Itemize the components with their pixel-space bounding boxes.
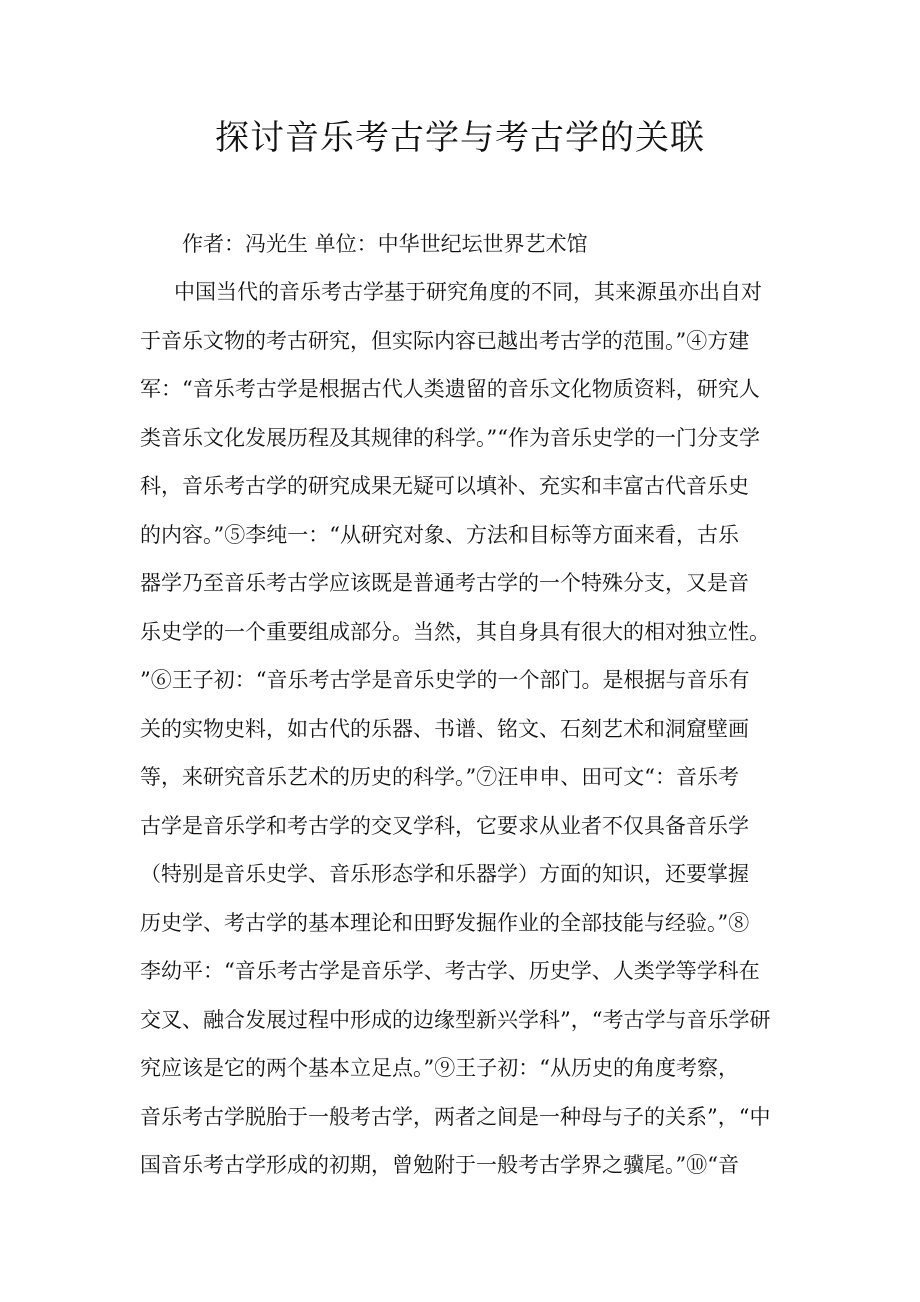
text-line: 古学是音乐学和考古学的交叉学科，它要求从业者不仅具备音乐学 <box>140 813 749 838</box>
text-line: 李幼平：“音乐考古学是音乐学、考古学、历史学、人类学等学科在 <box>140 959 760 983</box>
text-line: 等，来研究音乐艺术的历史的科学。”⑦汪申申、田可文“：音乐考 <box>140 765 739 789</box>
text-line: 乐史学的一个重要组成部分。当然，其自身具有很大的相对独立性。 <box>140 619 770 644</box>
text-line: 器学乃至音乐考古学应该既是普通考古学的一个特殊分支，又是音 <box>140 571 749 595</box>
text-line: （特别是音乐史学、音乐形态学和乐器学）方面的知识，还要掌握 <box>140 862 749 886</box>
text-line: 于音乐文物的考古研究，但实际内容已越出考古学的范围。”④方建 <box>140 328 750 353</box>
text-line: 科，音乐考古学的研究成果无疑可以填补、充实和丰富古代音乐史 <box>140 474 749 498</box>
text-line: 的内容。”⑤李纯一：“从研究对象、方法和目标等方面来看，古乐 <box>140 522 739 547</box>
text-line: 类音乐文化发展历程及其规律的科学。”“作为音乐史学的一门分支学 <box>140 425 760 450</box>
body-text <box>140 274 780 1196</box>
text-line: 交叉、融合发展过程中形成的边缘型新兴学科”，“考古学与音乐学研 <box>140 1007 771 1032</box>
document-title: 探讨音乐考古学与考古学的关联 <box>215 118 705 158</box>
text-line: 究应该是它的两个基本立足点。”⑨王子初：“从历史的角度考察， <box>140 1056 739 1080</box>
author-byline: 作者：冯光生 单位：中华世纪坛世界艺术馆 <box>182 232 588 256</box>
text-line: 国音乐考古学形成的初期，曾勉附于一般考古学界之骥尾。”⑩“音 <box>140 1153 739 1177</box>
text-line: ”⑥王子初：“音乐考古学是音乐史学的一个部门。是根据与音乐有 <box>140 668 750 692</box>
text-line: 中国当代的音乐考古学基于研究角度的不同，其来源虽亦出自对 <box>174 280 762 304</box>
text-line: 历史学、考古学的基本理论和田野发掘作业的全部技能与经验。”⑧ <box>140 910 750 935</box>
text-line: 军：“音乐考古学是根据古代人类遗留的音乐文化物质资料，研究人 <box>140 377 760 401</box>
text-line: 音乐考古学脱胎于一般考古学，两者之间是一种母与子的关系”，“中 <box>140 1104 771 1129</box>
text-line: 关的实物史料，如古代的乐器、书谱、铭文、石刻艺术和洞窟壁画 <box>140 716 749 741</box>
